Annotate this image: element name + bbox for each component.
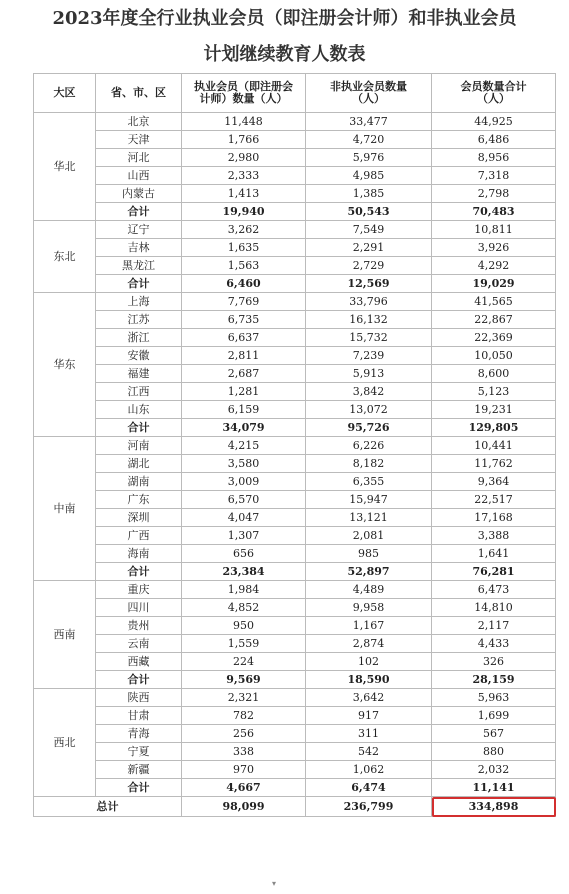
- table-row: [34, 689, 556, 707]
- province-cell: 山东: [96, 401, 182, 419]
- total-count-cell: 2,032: [432, 761, 556, 779]
- province-cell: 新疆: [96, 761, 182, 779]
- practicing-count-cell: 1,635: [182, 239, 306, 257]
- nonpracticing-count-cell: 8,182: [306, 455, 432, 473]
- subtotal-nonpracticing: 95,726: [306, 419, 432, 437]
- nonpracticing-count-cell: 2,729: [306, 257, 432, 275]
- header-total: 会员数量合计 （人）: [432, 74, 556, 113]
- nonpracticing-count-cell: 3,642: [306, 689, 432, 707]
- table-row: [34, 617, 556, 635]
- province-cell: 安徽: [96, 347, 182, 365]
- province-cell: 福建: [96, 365, 182, 383]
- region-cell: 华北: [34, 113, 96, 221]
- table-row: [34, 113, 556, 131]
- nonpracticing-count-cell: 15,947: [306, 491, 432, 509]
- province-cell: 西藏: [96, 653, 182, 671]
- subtotal-total: 11,141: [432, 779, 556, 797]
- total-count-cell: 10,441: [432, 437, 556, 455]
- subtotal-row: [34, 419, 556, 437]
- table-row: [34, 581, 556, 599]
- total-count-cell: 17,168: [432, 509, 556, 527]
- nonpracticing-count-cell: 3,842: [306, 383, 432, 401]
- nonpracticing-count-cell: 985: [306, 545, 432, 563]
- total-count-cell: 5,123: [432, 383, 556, 401]
- table-row: [34, 725, 556, 743]
- header-practicing: 执业会员（即注册会 计师）数量（人）: [182, 74, 306, 113]
- subtotal-label: 合计: [96, 671, 182, 689]
- subtotal-nonpracticing: 12,569: [306, 275, 432, 293]
- total-count-cell: 4,433: [432, 635, 556, 653]
- total-count-cell: 14,810: [432, 599, 556, 617]
- practicing-count-cell: 1,766: [182, 131, 306, 149]
- subtotal-practicing: 4,667: [182, 779, 306, 797]
- province-cell: 山西: [96, 167, 182, 185]
- province-cell: 吉林: [96, 239, 182, 257]
- practicing-count-cell: 2,980: [182, 149, 306, 167]
- subtotal-practicing: 23,384: [182, 563, 306, 581]
- practicing-count-cell: 256: [182, 725, 306, 743]
- practicing-count-cell: 3,580: [182, 455, 306, 473]
- total-count-cell: 10,050: [432, 347, 556, 365]
- nonpracticing-count-cell: 5,913: [306, 365, 432, 383]
- practicing-count-cell: 656: [182, 545, 306, 563]
- practicing-count-cell: 1,307: [182, 527, 306, 545]
- member-count-table: [33, 73, 556, 817]
- total-count-cell: 3,388: [432, 527, 556, 545]
- nonpracticing-count-cell: 33,477: [306, 113, 432, 131]
- nonpracticing-count-cell: 1,385: [306, 185, 432, 203]
- province-cell: 湖北: [96, 455, 182, 473]
- total-count-cell: 3,926: [432, 239, 556, 257]
- header-province: 省、市、区: [96, 74, 182, 113]
- table-row: [34, 221, 556, 239]
- province-cell: 广西: [96, 527, 182, 545]
- table-row: [34, 185, 556, 203]
- nonpracticing-count-cell: 2,081: [306, 527, 432, 545]
- total-count-cell: 7,318: [432, 167, 556, 185]
- region-cell: 东北: [34, 221, 96, 293]
- practicing-count-cell: 1,563: [182, 257, 306, 275]
- total-count-cell: 22,867: [432, 311, 556, 329]
- nonpracticing-count-cell: 5,976: [306, 149, 432, 167]
- region-cell: 西南: [34, 581, 96, 689]
- practicing-count-cell: 2,687: [182, 365, 306, 383]
- province-cell: 北京: [96, 113, 182, 131]
- table-row: [34, 545, 556, 563]
- nonpracticing-count-cell: 9,958: [306, 599, 432, 617]
- nonpracticing-count-cell: 6,355: [306, 473, 432, 491]
- practicing-count-cell: 782: [182, 707, 306, 725]
- practicing-count-cell: 970: [182, 761, 306, 779]
- province-cell: 陕西: [96, 689, 182, 707]
- subtotal-practicing: 19,940: [182, 203, 306, 221]
- subtotal-label: 合计: [96, 203, 182, 221]
- subtotal-practicing: 6,460: [182, 275, 306, 293]
- subtotal-practicing: 34,079: [182, 419, 306, 437]
- nonpracticing-count-cell: 33,796: [306, 293, 432, 311]
- total-count-cell: 8,956: [432, 149, 556, 167]
- region-cell: 中南: [34, 437, 96, 581]
- province-cell: 江西: [96, 383, 182, 401]
- practicing-count-cell: 1,984: [182, 581, 306, 599]
- header-nonpracticing: 非执业会员数量 （人）: [306, 74, 432, 113]
- practicing-count-cell: 338: [182, 743, 306, 761]
- total-count-cell: 5,963: [432, 689, 556, 707]
- total-count-cell: 8,600: [432, 365, 556, 383]
- nonpracticing-count-cell: 4,985: [306, 167, 432, 185]
- nonpracticing-count-cell: 6,226: [306, 437, 432, 455]
- table-header-row: [34, 74, 556, 113]
- province-cell: 辽宁: [96, 221, 182, 239]
- grand-total-label: 总计: [34, 797, 182, 817]
- total-count-cell: 41,565: [432, 293, 556, 311]
- table-row: [34, 383, 556, 401]
- table-row: [34, 365, 556, 383]
- practicing-count-cell: 6,637: [182, 329, 306, 347]
- subtotal-label: 合计: [96, 779, 182, 797]
- nonpracticing-count-cell: 542: [306, 743, 432, 761]
- province-cell: 内蒙古: [96, 185, 182, 203]
- practicing-count-cell: 4,852: [182, 599, 306, 617]
- province-cell: 江苏: [96, 311, 182, 329]
- province-cell: 重庆: [96, 581, 182, 599]
- province-cell: 宁夏: [96, 743, 182, 761]
- table-row: [34, 743, 556, 761]
- total-count-cell: 880: [432, 743, 556, 761]
- table-row: [34, 149, 556, 167]
- subtotal-total: 70,483: [432, 203, 556, 221]
- practicing-count-cell: 6,570: [182, 491, 306, 509]
- table-row: [34, 473, 556, 491]
- subtotal-label: 合计: [96, 275, 182, 293]
- subtotal-nonpracticing: 6,474: [306, 779, 432, 797]
- table-row: [34, 455, 556, 473]
- table-row: [34, 293, 556, 311]
- total-count-cell: 6,486: [432, 131, 556, 149]
- practicing-count-cell: 1,559: [182, 635, 306, 653]
- total-count-cell: 6,473: [432, 581, 556, 599]
- total-count-cell: 1,641: [432, 545, 556, 563]
- total-count-cell: 2,117: [432, 617, 556, 635]
- table-row: [34, 401, 556, 419]
- total-count-cell: 22,517: [432, 491, 556, 509]
- subtotal-row: [34, 275, 556, 293]
- practicing-count-cell: 6,159: [182, 401, 306, 419]
- practicing-count-cell: 6,735: [182, 311, 306, 329]
- table-row: [34, 509, 556, 527]
- province-cell: 四川: [96, 599, 182, 617]
- province-cell: 湖南: [96, 473, 182, 491]
- total-count-cell: 10,811: [432, 221, 556, 239]
- subtotal-nonpracticing: 50,543: [306, 203, 432, 221]
- total-count-cell: 1,699: [432, 707, 556, 725]
- nonpracticing-count-cell: 2,291: [306, 239, 432, 257]
- table-row: [34, 599, 556, 617]
- subtotal-total: 76,281: [432, 563, 556, 581]
- nonpracticing-count-cell: 7,549: [306, 221, 432, 239]
- practicing-count-cell: 2,333: [182, 167, 306, 185]
- practicing-count-cell: 2,811: [182, 347, 306, 365]
- total-count-cell: 44,925: [432, 113, 556, 131]
- table-row: [34, 491, 556, 509]
- subtotal-label: 合计: [96, 419, 182, 437]
- total-count-cell: 19,231: [432, 401, 556, 419]
- table-row: [34, 131, 556, 149]
- province-cell: 黑龙江: [96, 257, 182, 275]
- province-cell: 河北: [96, 149, 182, 167]
- nonpracticing-count-cell: 4,489: [306, 581, 432, 599]
- table-row: [34, 347, 556, 365]
- header-region: 大区: [34, 74, 96, 113]
- province-cell: 海南: [96, 545, 182, 563]
- subtotal-row: [34, 779, 556, 797]
- nonpracticing-count-cell: 15,732: [306, 329, 432, 347]
- document-title-line-2: 计划继续教育人数表: [203, 44, 366, 65]
- practicing-count-cell: 1,413: [182, 185, 306, 203]
- region-cell: 西北: [34, 689, 96, 797]
- subtotal-nonpracticing: 52,897: [306, 563, 432, 581]
- province-cell: 贵州: [96, 617, 182, 635]
- practicing-count-cell: 4,215: [182, 437, 306, 455]
- subtotal-total: 129,805: [432, 419, 556, 437]
- table-row: [34, 329, 556, 347]
- total-count-cell: 22,369: [432, 329, 556, 347]
- practicing-count-cell: 224: [182, 653, 306, 671]
- province-cell: 深圳: [96, 509, 182, 527]
- grand-total-nonpracticing: 236,799: [306, 797, 432, 817]
- table-row: [34, 761, 556, 779]
- table-row: [34, 653, 556, 671]
- region-cell: 华东: [34, 293, 96, 437]
- nonpracticing-count-cell: 102: [306, 653, 432, 671]
- chevron-down-icon[interactable]: ▾: [272, 879, 277, 888]
- total-count-cell: 4,292: [432, 257, 556, 275]
- province-cell: 天津: [96, 131, 182, 149]
- grand-total-value: 334,898: [432, 797, 556, 817]
- total-count-cell: 326: [432, 653, 556, 671]
- nonpracticing-count-cell: 2,874: [306, 635, 432, 653]
- practicing-count-cell: 3,262: [182, 221, 306, 239]
- province-cell: 广东: [96, 491, 182, 509]
- subtotal-total: 28,159: [432, 671, 556, 689]
- total-count-cell: 567: [432, 725, 556, 743]
- table-row: [34, 437, 556, 455]
- total-count-cell: 9,364: [432, 473, 556, 491]
- nonpracticing-count-cell: 917: [306, 707, 432, 725]
- subtotal-nonpracticing: 18,590: [306, 671, 432, 689]
- subtotal-row: [34, 203, 556, 221]
- practicing-count-cell: 950: [182, 617, 306, 635]
- table-row: [34, 707, 556, 725]
- subtotal-row: [34, 671, 556, 689]
- province-cell: 甘肃: [96, 707, 182, 725]
- subtotal-label: 合计: [96, 563, 182, 581]
- province-cell: 云南: [96, 635, 182, 653]
- practicing-count-cell: 2,321: [182, 689, 306, 707]
- nonpracticing-count-cell: 311: [306, 725, 432, 743]
- table-row: [34, 635, 556, 653]
- table-row: [34, 257, 556, 275]
- nonpracticing-count-cell: 13,121: [306, 509, 432, 527]
- table-row: [34, 311, 556, 329]
- grand-total-row: [34, 797, 556, 817]
- nonpracticing-count-cell: 7,239: [306, 347, 432, 365]
- table-row: [34, 239, 556, 257]
- practicing-count-cell: 4,047: [182, 509, 306, 527]
- nonpracticing-count-cell: 1,167: [306, 617, 432, 635]
- table-row: [34, 527, 556, 545]
- subtotal-total: 19,029: [432, 275, 556, 293]
- nonpracticing-count-cell: 13,072: [306, 401, 432, 419]
- table-row: [34, 167, 556, 185]
- province-cell: 浙江: [96, 329, 182, 347]
- practicing-count-cell: 7,769: [182, 293, 306, 311]
- total-count-cell: 2,798: [432, 185, 556, 203]
- practicing-count-cell: 11,448: [182, 113, 306, 131]
- province-cell: 河南: [96, 437, 182, 455]
- total-count-cell: 11,762: [432, 455, 556, 473]
- nonpracticing-count-cell: 1,062: [306, 761, 432, 779]
- nonpracticing-count-cell: 16,132: [306, 311, 432, 329]
- document-title-line-1: 2023年度全行业执业会员（即注册会计师）和非执业会员: [52, 8, 517, 29]
- practicing-count-cell: 1,281: [182, 383, 306, 401]
- nonpracticing-count-cell: 4,720: [306, 131, 432, 149]
- practicing-count-cell: 3,009: [182, 473, 306, 491]
- subtotal-practicing: 9,569: [182, 671, 306, 689]
- grand-total-practicing: 98,099: [182, 797, 306, 817]
- province-cell: 上海: [96, 293, 182, 311]
- subtotal-row: [34, 563, 556, 581]
- province-cell: 青海: [96, 725, 182, 743]
